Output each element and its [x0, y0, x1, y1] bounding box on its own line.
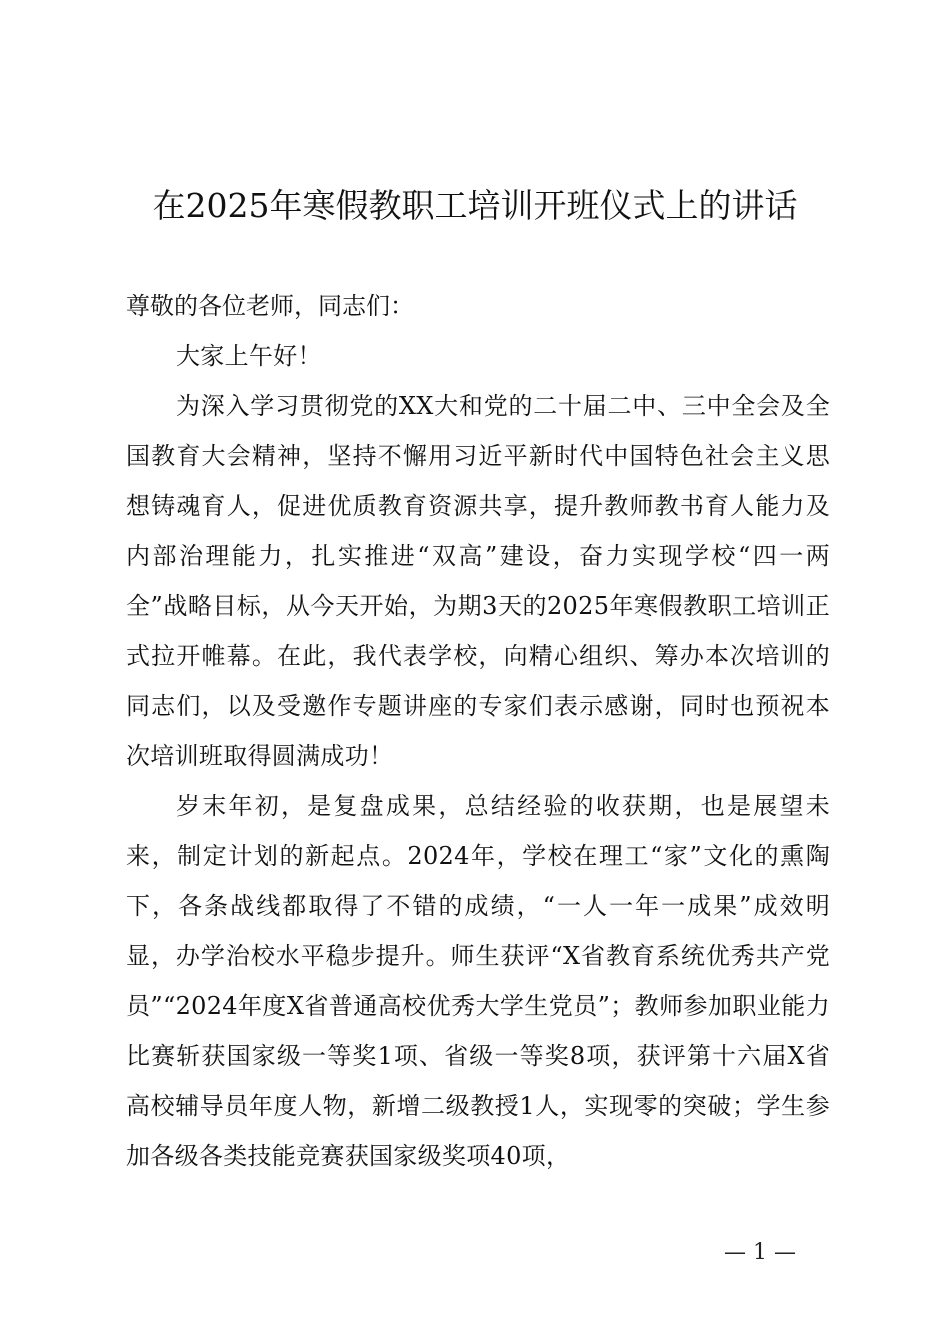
document-title: 在2025年寒假教职工培训开班仪式上的讲话: [152, 186, 798, 225]
salutation: 尊敬的各位老师，同志们：: [126, 292, 414, 320]
page-number: — 1 —: [724, 1240, 796, 1265]
paragraph-achievements: 岁末年初，是复盘成果，总结经验的收获期，也是展望未来，制定计划的新起点。2024年，学校在理工“家”文化的熏陶下，各条战线都取得了不错的成绩，“一人一年一成果”成效明显，办学治校水平稳步提升。师生获评“X省教育系统优秀共产党员”“2024年度X省普通高校优秀大学生党员”；教师参加职业能力比赛斩获国家级一等奖1项、省级一等奖8项，获评第十六届X省高校辅导员年度人物，新增二级教授1人，实现零的突破；学生参加各级各类技能竞赛获国家级奖项40项，: [126, 792, 830, 1170]
document-body: [126, 281, 830, 1181]
paragraph-opening: 为深入学习贯彻党的XX大和党的二十届二中、三中全会及全国教育大会精神，坚持不懈用习近平新时代中国特色社会主义思想铸魂育人，促进优质教育资源共享，提升教师教书育人能力及内部治理能力，扎实推进“双高”建设，奋力实现学校“四一两全”战略目标，从今天开始，为期3天的2025年寒假教职工培训正式拉开帷幕。在此，我代表学校，向精心组织、筹办本次培训的同志们，以及受邀作专题讲座的专家们表示感谢，同时也预祝本次培训班取得圆满成功！: [126, 392, 830, 770]
paragraph-greeting: 大家上午好！: [176, 342, 322, 370]
